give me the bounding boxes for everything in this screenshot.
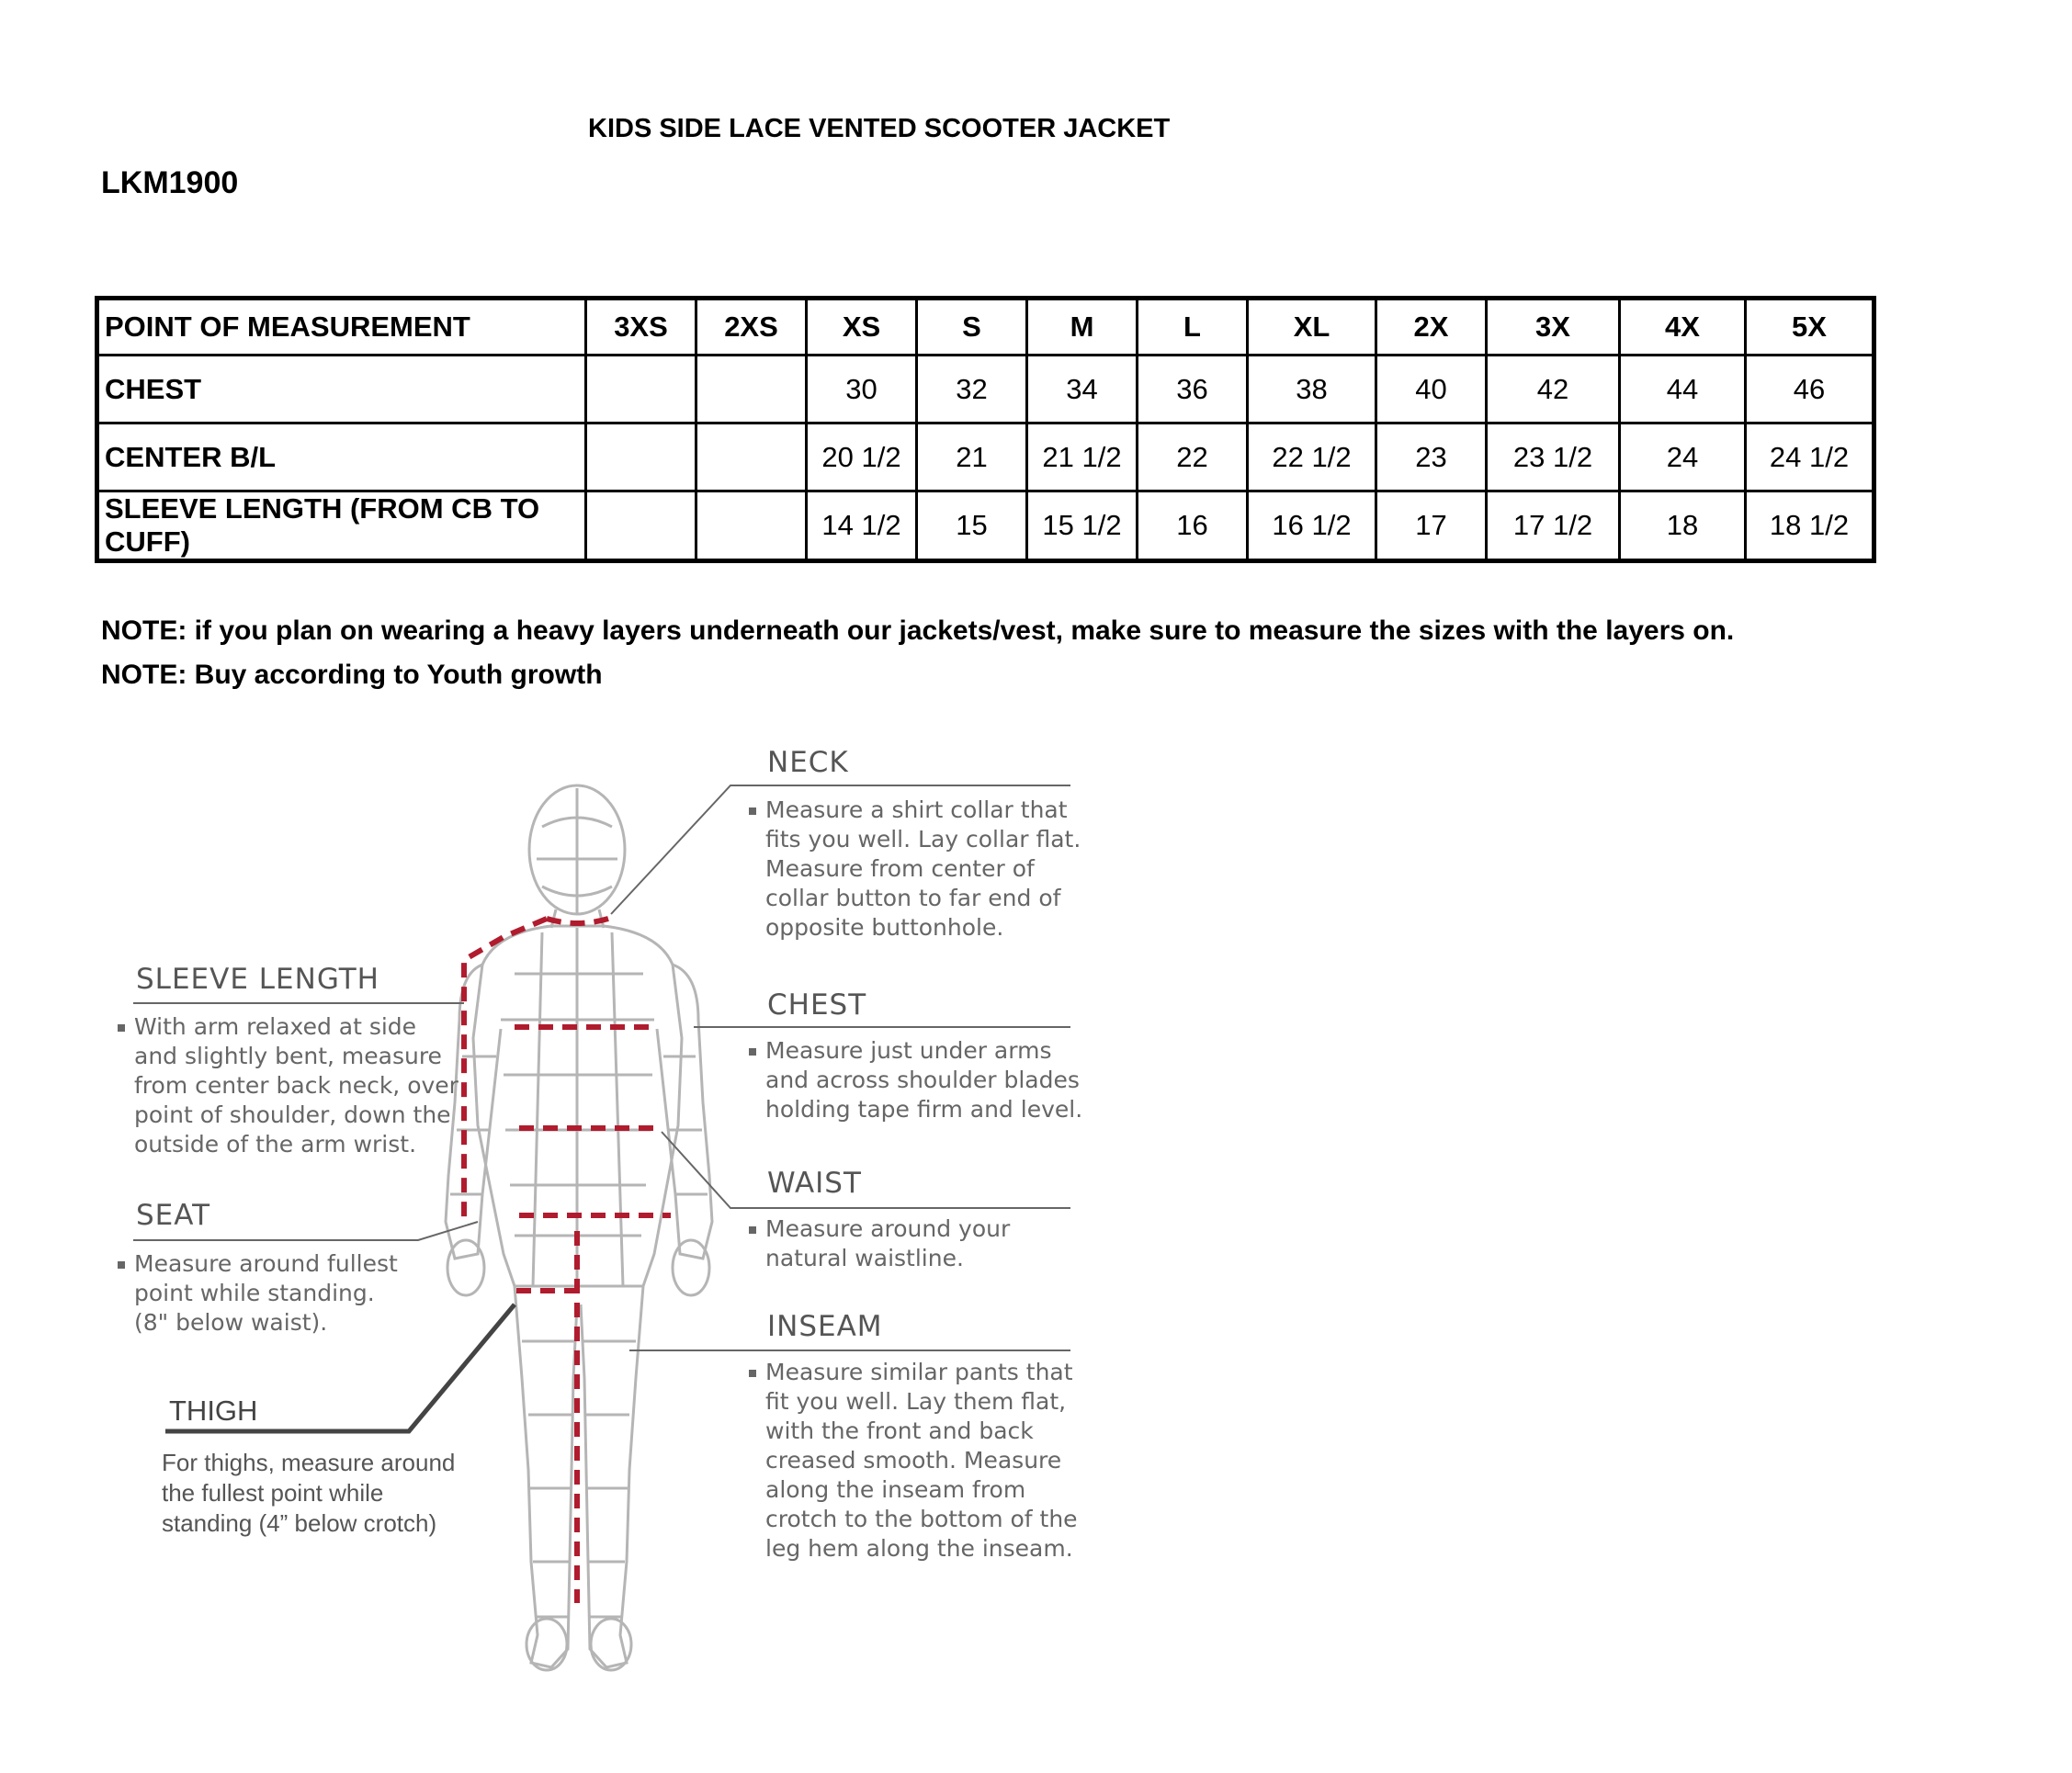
table-cell: 46 — [1746, 356, 1874, 423]
table-cell: 17 1/2 — [1487, 491, 1620, 561]
row-label: CHEST — [97, 356, 586, 423]
seat-description: Measure around fullest point while standing. (8" below waist). — [118, 1249, 398, 1338]
table-cell: 42 — [1487, 356, 1620, 423]
table-cell: 32 — [917, 356, 1027, 423]
table-cell: 22 1/2 — [1248, 423, 1376, 491]
note-youth-growth: NOTE: Buy according to Youth growth — [101, 660, 603, 690]
neck-description: Measure a shirt collar that fits you well. Lay collar flat. Measure from center of collar button to far end of opposite buttonhole. — [749, 796, 1081, 943]
bullet-icon — [749, 1370, 756, 1377]
size-header: 2XS — [696, 299, 807, 356]
sleeve-length-description: With arm relaxed at side and slightly bent, measure from center back neck, over point of shoulder, down the outside of the arm wrist. — [118, 1012, 459, 1159]
bullet-icon — [749, 1226, 756, 1234]
table-cell: 36 — [1138, 356, 1248, 423]
neck-line — [547, 919, 608, 923]
table-cell: 24 1/2 — [1746, 423, 1874, 491]
bullet-icon — [118, 1024, 125, 1032]
bullet-icon — [118, 1261, 125, 1269]
table-cell: 21 1/2 — [1027, 423, 1138, 491]
size-header: M — [1027, 299, 1138, 356]
table-cell: 16 — [1138, 491, 1248, 561]
size-header: S — [917, 299, 1027, 356]
size-header: 3XS — [586, 299, 696, 356]
chest-description: Measure just under arms and across shoulder blades holding tape firm and level. — [749, 1036, 1082, 1124]
size-header: XS — [807, 299, 917, 356]
row-label: CENTER B/L — [97, 423, 586, 491]
thigh-heading: THIGH — [169, 1395, 258, 1427]
table-cell: 18 — [1620, 491, 1746, 561]
note-layers: NOTE: if you plan on wearing a heavy layers underneath our jackets/vest, make sure to measure the sizes with the layers on. — [101, 615, 1735, 646]
waist-description: Measure around your natural waistline. — [749, 1214, 1010, 1273]
bullet-icon — [749, 807, 756, 815]
table-cell: 24 — [1620, 423, 1746, 491]
document-title: KIDS SIDE LACE VENTED SCOOTER JACKET — [588, 114, 1171, 143]
sleeve-length-heading: SLEEVE LENGTH — [136, 963, 379, 996]
body-figure — [446, 785, 712, 1670]
table-cell: 23 1/2 — [1487, 423, 1620, 491]
inseam-description: Measure similar pants that fit you well. Lay them flat, with the front and back creased smooth. Measure along the inseam from crotch to the bottom of the leg hem along the inseam. — [749, 1358, 1078, 1564]
waist-heading: WAIST — [767, 1167, 862, 1200]
table-cell: 38 — [1248, 356, 1376, 423]
table-cell: 20 1/2 — [807, 423, 917, 491]
table-cell: 23 — [1376, 423, 1487, 491]
size-header: L — [1138, 299, 1248, 356]
neck-heading: NECK — [767, 746, 849, 779]
header-point-of-measurement: POINT OF MEASUREMENT — [97, 299, 586, 356]
seat-heading: SEAT — [136, 1199, 211, 1232]
table-cell: 30 — [807, 356, 917, 423]
size-header: XL — [1248, 299, 1376, 356]
row-label: SLEEVE LENGTH (FROM CB TO CUFF) — [97, 491, 586, 561]
thigh-description: For thighs, measure around the fullest point while standing (4” below crotch) — [162, 1449, 456, 1537]
table-cell: 44 — [1620, 356, 1746, 423]
size-header: 2X — [1376, 299, 1487, 356]
sleeve-line — [464, 919, 547, 1222]
size-header: 5X — [1746, 299, 1874, 356]
chest-heading: CHEST — [767, 988, 867, 1022]
table-cell: 16 1/2 — [1248, 491, 1376, 561]
bullet-icon — [749, 1048, 756, 1056]
table-cell: 40 — [1376, 356, 1487, 423]
table-cell: 18 1/2 — [1746, 491, 1874, 561]
inseam-heading: INSEAM — [767, 1310, 883, 1343]
table-cell: 14 1/2 — [807, 491, 917, 561]
table-cell: 17 — [1376, 491, 1487, 561]
table-cell: 15 — [917, 491, 1027, 561]
size-header: 4X — [1620, 299, 1746, 356]
style-code: LKM1900 — [101, 165, 239, 200]
table-cell: 22 — [1138, 423, 1248, 491]
measurement-lines — [464, 919, 671, 1603]
table-cell: 21 — [917, 423, 1027, 491]
size-header: 3X — [1487, 299, 1620, 356]
table-cell: 15 1/2 — [1027, 491, 1138, 561]
table-cell: 34 — [1027, 356, 1138, 423]
